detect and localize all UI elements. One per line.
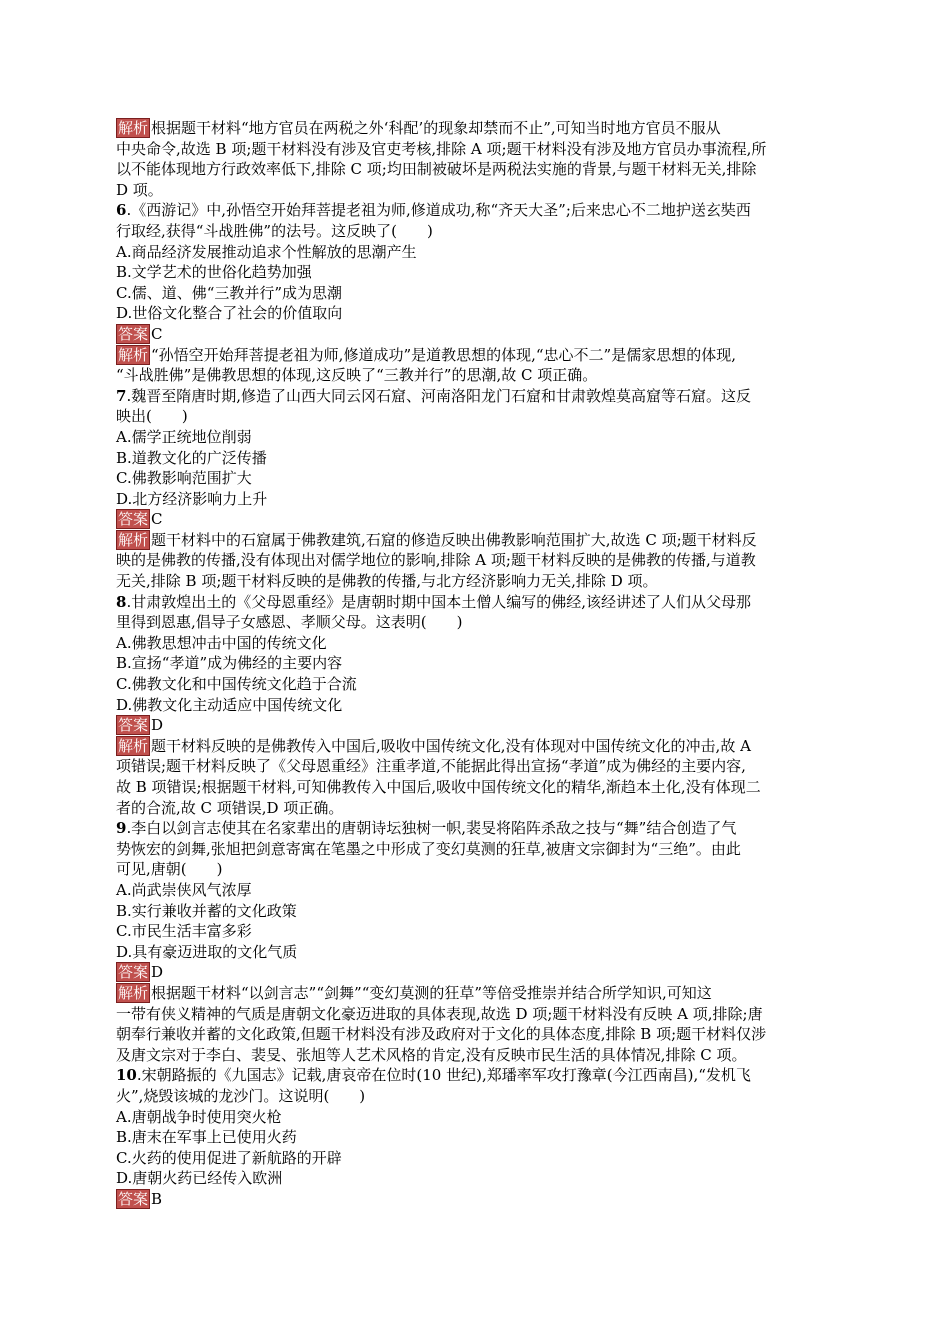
answer-tag: 答案: [118, 963, 149, 982]
question-line: [116, 221, 836, 242]
analysis-text: “斗战胜佛”是佛教思想的体现,这反映了“三教并行”的思潮,故 C 项正确。: [116, 366, 598, 385]
analysis-text: 一带有侠义精神的气质是唐朝文化豪迈进取的具体表现,故选 D 项;题干材料没有反映 A 项,排除;唐: [116, 1004, 763, 1023]
analysis-text: 无关,排除 B 项;题干材料反映的是佛教的传播,与北方经济影响力无关,排除 D 项。: [116, 572, 658, 591]
analysis-line: [116, 736, 836, 757]
analysis-line: [116, 798, 836, 819]
question-line: [116, 839, 836, 860]
question-line: [116, 612, 836, 633]
analysis-text: 根据题干材料“地方官员在两税之外‘科配’的现象却禁而不止”,可知当时地方官员不服从: [151, 119, 721, 137]
analysis-line: [116, 345, 836, 366]
analysis-tag: 解析: [118, 530, 149, 549]
answer-option: A.商品经济发展推动追求个性解放的思潮产生: [116, 242, 417, 261]
analysis-line: [116, 571, 836, 592]
analysis-text: 根据题干材料“以剑言志”“剑舞”“变幻莫测的狂草”等倍受推崇并结合所学知识,可知这: [151, 983, 712, 1002]
question-text: .甘肃敦煌出土的《父母恩重经》是唐朝时期中国本土僧人编写的佛经,该经讲述了人们从父母那: [126, 592, 751, 611]
analysis-text: D 项。: [116, 180, 163, 199]
question-line: [116, 386, 836, 407]
question-line: [116, 1065, 836, 1086]
answer-option: B.道教文化的广泛传播: [116, 448, 267, 467]
answer-option: C.市民生活丰富多彩: [116, 922, 252, 941]
analysis-text: “孙悟空开始拜菩提老祖为师,修道成功”是道教思想的体现,“忠心不二”是儒家思想的体现,: [151, 345, 736, 364]
analysis-tag: 解析: [118, 345, 149, 364]
analysis-text: 及唐文宗对于李白、裴旻、张旭等人艺术风格的肯定,没有反映市民生活的具体情况,排除 C 项。: [116, 1045, 747, 1064]
answer-value: C: [151, 510, 163, 529]
analysis-text: 中央命令,故选 B 项;题干材料没有涉及官吏考核,排除 A 项;题干材料没有涉及地方官员办事流程,所: [116, 139, 767, 158]
answer-tag: 答案: [118, 510, 149, 529]
analysis-tag: 解析: [118, 119, 149, 137]
analysis-line: [116, 118, 836, 139]
question-line: [116, 592, 836, 613]
question-text: .宋朝路振的《九国志》记载,唐哀帝在位时(10 世纪),郑璠率军攻打豫章(今江西南昌),“发机飞: [136, 1066, 751, 1085]
analysis-tag: 解析: [118, 736, 149, 755]
question-number: 8: [116, 592, 127, 611]
answer-line: [116, 715, 836, 736]
analysis-text: 题干材料反映的是佛教传入中国后,吸收中国传统文化,没有体现对中国传统文化的冲击,故 A: [151, 736, 751, 755]
analysis-text: 者的合流,故 C 项错误,D 项正确。: [116, 798, 344, 817]
answer-option: B.宣扬“孝道”成为佛经的主要内容: [116, 654, 343, 673]
question-text: 可见,唐朝( ): [116, 860, 223, 879]
answer-option: C.佛教文化和中国传统文化趋于合流: [116, 675, 357, 694]
answer-line: [116, 1189, 836, 1210]
answer-option: D.具有豪迈进取的文化气质: [116, 942, 298, 961]
analysis-line: [116, 1024, 836, 1045]
answer-option: D.唐朝火药已经传入欧洲: [116, 1169, 283, 1188]
answer-option: A.儒学正统地位削弱: [116, 427, 252, 446]
question-text: .魏晋至隋唐时期,修造了山西大同云冈石窟、河南洛阳龙门石窟和甘肃敦煌莫高窟等石窟。这反: [126, 386, 751, 405]
answer-option: B.实行兼收并蓄的文化政策: [116, 901, 297, 920]
answer-option: C.儒、道、佛“三教并行”成为思潮: [116, 283, 343, 302]
answer-option: D.世俗文化整合了社会的价值取向: [116, 304, 343, 323]
analysis-line: [116, 1045, 836, 1066]
analysis-tag: 解析: [118, 983, 149, 1002]
answer-option: B.唐末在军事上已使用火药: [116, 1128, 297, 1147]
answer-option: B.文学艺术的世俗化趋势加强: [116, 263, 312, 282]
question-number: 6: [116, 201, 127, 220]
analysis-line: [116, 1004, 836, 1025]
question-text: .李白以剑言志使其在名家辈出的唐朝诗坛独树一帜,裴旻将陷阵杀敌之技与“舞”结合创造了气: [126, 819, 737, 838]
question-number: 10: [116, 1066, 137, 1085]
question-text: 势恢宏的剑舞,张旭把剑意寄寓在笔墨之中形成了变幻莫测的狂草,被唐文宗御封为“三绝”。由此: [116, 839, 741, 858]
question-number: 9: [116, 819, 127, 838]
question-line: [116, 200, 836, 221]
answer-value: B: [151, 1189, 163, 1208]
analysis-line: [116, 365, 836, 386]
answer-tag: 答案: [118, 324, 149, 343]
answer-option: C.火药的使用促进了新航路的开辟: [116, 1148, 342, 1167]
answer-option: A.佛教思想冲击中国的传统文化: [116, 633, 327, 652]
analysis-text: 项错误;题干材料反映了《父母恩重经》注重孝道,不能据此得出宣扬“孝道”成为佛经的主要内容,: [116, 757, 746, 776]
analysis-line: [116, 550, 836, 571]
analysis-text: 题干材料中的石窟属于佛教建筑,石窟的修造反映出佛教影响范围扩大,故选 C 项;题干材料反: [151, 530, 757, 549]
question-text: 映出( ): [116, 407, 188, 426]
question-text: 里得到恩惠,倡导子女感恩、孝顺父母。这表明( ): [116, 613, 463, 632]
answer-option: D.佛教文化主动适应中国传统文化: [116, 695, 343, 714]
analysis-line: [116, 139, 836, 160]
answer-tag: 答案: [118, 1189, 149, 1208]
answer-value: D: [151, 963, 164, 982]
analysis-line: [116, 530, 836, 551]
answer-value: D: [151, 716, 164, 735]
question-line: [116, 1086, 836, 1107]
analysis-text: 以不能体现地方行政效率低下,排除 C 项;均田制被破坏是两税法实施的背景,与题干材料无关,排除: [116, 160, 757, 179]
question-number: 7: [116, 386, 127, 405]
analysis-line: [116, 777, 836, 798]
question-line: [116, 818, 836, 839]
answer-line: [116, 509, 836, 530]
question-text: 行取经,获得“斗战胜佛”的法号。这反映了( ): [116, 221, 433, 240]
analysis-line: [116, 756, 836, 777]
question-text: 火”,烧毁该城的龙沙门。这说明( ): [116, 1086, 366, 1105]
answer-line: [116, 324, 836, 345]
question-text: .《西游记》中,孙悟空开始拜菩提老祖为师,修道成功,称“齐天大圣”;后来忠心不二地护送玄奘西: [126, 201, 751, 220]
question-line: [116, 406, 836, 427]
answer-value: C: [151, 324, 163, 343]
analysis-line: [116, 180, 836, 201]
question-line: [116, 859, 836, 880]
analysis-line: [116, 983, 836, 1004]
answer-option: A.唐朝战争时使用突火枪: [116, 1107, 282, 1126]
analysis-line: [116, 159, 836, 180]
answer-tag: 答案: [118, 716, 149, 735]
answer-option: D.北方经济影响力上升: [116, 489, 268, 508]
analysis-text: 故 B 项错误;根据题干材料,可知佛教传入中国后,吸收中国传统文化的精华,渐趋本土化,没有体现二: [116, 778, 761, 796]
answer-line: [116, 962, 836, 983]
document-page: [116, 118, 836, 1209]
analysis-text: 朝奉行兼收并蓄的文化政策,但题干材料没有涉及政府对于文化的具体态度,排除 B 项;题干材料仅涉: [116, 1025, 767, 1044]
analysis-text: 映的是佛教的传播,没有体现出对儒学地位的影响,排除 A 项;题干材料反映的是佛教的传播,与道教: [116, 551, 756, 570]
answer-option: A.尚武崇侠风气浓厚: [116, 880, 252, 899]
answer-option: C.佛教影响范围扩大: [116, 469, 252, 488]
